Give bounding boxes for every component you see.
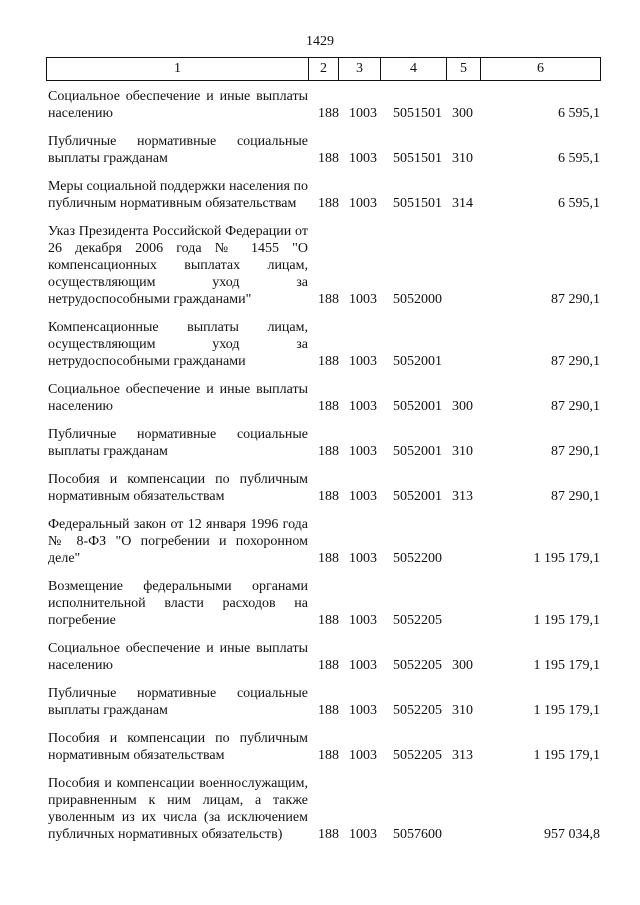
row-c4: 5052205 <box>393 613 442 628</box>
row-c2: 188 <box>318 292 339 307</box>
row-c6: 87 290,1 <box>551 489 600 504</box>
table-row <box>0 640 640 674</box>
budget-rows <box>0 88 640 854</box>
row-description: Пособия и компенсации по публичным нормативным обязательствам <box>48 731 308 763</box>
row-c4: 5052001 <box>393 354 442 369</box>
row-c3: 1003 <box>349 748 377 763</box>
row-c5: 300 <box>452 658 473 673</box>
column-header-2: 2 <box>309 58 339 81</box>
row-c3: 1003 <box>349 489 377 504</box>
column-header-6: 6 <box>481 58 601 81</box>
table-row <box>0 426 640 460</box>
row-c3: 1003 <box>349 196 377 211</box>
row-c4: 5052205 <box>393 748 442 763</box>
row-c2: 188 <box>318 613 339 628</box>
row-c4: 5052001 <box>393 444 442 459</box>
row-c3: 1003 <box>349 399 377 414</box>
row-c2: 188 <box>318 551 339 566</box>
table-row <box>0 578 640 629</box>
row-c5: 310 <box>452 151 473 166</box>
row-c6: 1 195 179,1 <box>533 658 600 673</box>
table-row <box>0 685 640 719</box>
table-row <box>0 178 640 212</box>
row-description: Публичные нормативные социальные выплаты гражданам <box>48 686 308 718</box>
row-c5: 314 <box>452 196 473 211</box>
row-c4: 5051501 <box>393 106 442 121</box>
row-c3: 1003 <box>349 827 377 842</box>
row-c2: 188 <box>318 151 339 166</box>
table-row <box>0 223 640 308</box>
table-row <box>0 516 640 567</box>
row-description: Публичные нормативные социальные выплаты гражданам <box>48 134 308 166</box>
row-c2: 188 <box>318 399 339 414</box>
row-c6: 87 290,1 <box>551 354 600 369</box>
row-c5: 313 <box>452 748 473 763</box>
row-description: Федеральный закон от 12 января 1996 года № 8-ФЗ "О погребении и похоронном деле" <box>48 517 308 566</box>
table-row <box>0 471 640 505</box>
column-header-3: 3 <box>339 58 381 81</box>
table-row <box>0 88 640 122</box>
row-c3: 1003 <box>349 658 377 673</box>
row-c5: 300 <box>452 399 473 414</box>
row-description: Пособия и компенсации по публичным нормативным обязательствам <box>48 472 308 504</box>
row-c5: 313 <box>452 489 473 504</box>
page-number: 1429 <box>306 34 334 49</box>
row-c2: 188 <box>318 748 339 763</box>
row-c3: 1003 <box>349 292 377 307</box>
row-c5: 310 <box>452 444 473 459</box>
column-header-1: 1 <box>47 58 309 81</box>
row-c6: 957 034,8 <box>544 827 600 842</box>
row-description: Социальное обеспечение и иные выплаты населению <box>48 89 308 121</box>
row-c4: 5052001 <box>393 489 442 504</box>
table-row <box>0 775 640 843</box>
row-description: Пособия и компенсации военнослужащим, приравненным к ним лицам, а также уволенным из их числа (за исключением публичных нормативных обязательств) <box>48 776 308 842</box>
row-c6: 87 290,1 <box>551 444 600 459</box>
table-row <box>0 730 640 764</box>
row-description: Социальное обеспечение и иные выплаты населению <box>48 382 308 414</box>
row-c6: 1 195 179,1 <box>533 613 600 628</box>
row-c6: 87 290,1 <box>551 399 600 414</box>
row-description: Социальное обеспечение и иные выплаты населению <box>48 641 308 673</box>
row-c4: 5052205 <box>393 703 442 718</box>
row-c6: 87 290,1 <box>551 292 600 307</box>
row-c3: 1003 <box>349 444 377 459</box>
row-c2: 188 <box>318 354 339 369</box>
column-header-5: 5 <box>447 58 481 81</box>
row-c2: 188 <box>318 106 339 121</box>
row-c4: 5052200 <box>393 551 442 566</box>
row-c3: 1003 <box>349 151 377 166</box>
table-row <box>0 133 640 167</box>
row-c3: 1003 <box>349 551 377 566</box>
row-c6: 6 595,1 <box>558 196 600 211</box>
row-c3: 1003 <box>349 354 377 369</box>
row-c4: 5052205 <box>393 658 442 673</box>
row-c3: 1003 <box>349 613 377 628</box>
row-description: Меры социальной поддержки населения по публичным нормативным обязательствам <box>48 179 308 211</box>
row-c6: 1 195 179,1 <box>533 703 600 718</box>
column-header-row <box>47 58 601 81</box>
row-c6: 1 195 179,1 <box>533 748 600 763</box>
row-c4: 5051501 <box>393 196 442 211</box>
row-c4: 5051501 <box>393 151 442 166</box>
row-c2: 188 <box>318 827 339 842</box>
row-c3: 1003 <box>349 703 377 718</box>
row-c4: 5052001 <box>393 399 442 414</box>
row-c5: 300 <box>452 106 473 121</box>
row-description: Компенсационные выплаты лицам, осуществляющим уход за нетрудоспособными гражданами <box>48 320 308 369</box>
row-c3: 1003 <box>349 106 377 121</box>
row-c2: 188 <box>318 196 339 211</box>
column-header-4: 4 <box>381 58 447 81</box>
row-c6: 6 595,1 <box>558 151 600 166</box>
column-header-table <box>46 57 601 81</box>
row-c2: 188 <box>318 658 339 673</box>
row-c4: 5057600 <box>393 827 442 842</box>
row-c2: 188 <box>318 444 339 459</box>
row-description: Публичные нормативные социальные выплаты гражданам <box>48 427 308 459</box>
row-c6: 1 195 179,1 <box>533 551 600 566</box>
row-c6: 6 595,1 <box>558 106 600 121</box>
row-c5: 310 <box>452 703 473 718</box>
row-c2: 188 <box>318 489 339 504</box>
row-description: Возмещение федеральными органами исполнительной власти расходов на погребение <box>48 579 308 628</box>
table-row <box>0 319 640 370</box>
row-c4: 5052000 <box>393 292 442 307</box>
row-c2: 188 <box>318 703 339 718</box>
row-description: Указ Президента Российской Федерации от 26 декабря 2006 года № 1455 "О компенсационных выплатах лицам, осуществляющим уход за нетрудоспособными гражданами" <box>48 224 308 307</box>
table-row <box>0 381 640 415</box>
